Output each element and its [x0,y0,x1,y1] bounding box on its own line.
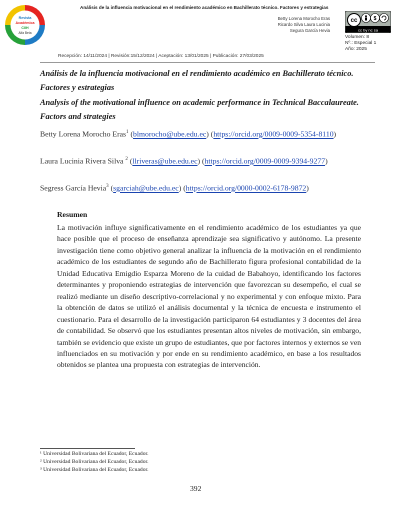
journal-logo [4,4,46,46]
author-email-link[interactable]: blmorocho@ube.edu.ec [133,129,207,139]
author-affiliation-marker: 1 [126,130,129,135]
year: Año: 2025 [345,47,367,53]
author-affiliation-marker: 2 [125,157,128,162]
author-email-link[interactable]: sgarciah@ube.edu.ec [113,183,179,193]
author-entry: Segress García Hevia$^3$ (sgarciah@ube.edu.ec) (https://orcid.org/0000-0002-6178-9872) [40,183,309,193]
author-affiliation-marker: 3 [106,184,109,189]
abstract-heading: Resumen [57,210,88,219]
article-dates: Recepción: 14/11/2024 | Revisión:15/12/2024 | Aceptación: 13/01/2025 | Publicación: 27/03/2025 [58,54,264,59]
footnotes [40,451,148,474]
author-name: Segress García Hevia [40,183,107,193]
author-name: Laura Lucinia Rivera Silva [40,156,124,166]
volume: Volumen: 8 [345,35,370,40]
running-header-title: Análisis de la influencia motivacional en el rendimiento académico en Bachillerato técnico. Factores y estrategias [80,5,329,10]
license-label: cc by nc sa [357,27,379,33]
author-orcid-link[interactable]: https://orcid.org/0009-0009-9394-9277 [204,156,326,166]
author-name: Betty Lorena Morocho Eras [40,129,127,139]
logo-line2: Académica [15,21,35,25]
issue-number: Nº.: Especial 1 [345,41,377,47]
creative-commons-license-icon[interactable] [345,11,391,33]
svg-text:$: $ [373,16,377,22]
volume-info [345,35,395,54]
author-orcid-link[interactable]: https://orcid.org/0000-0002-6178-9872 [185,183,307,193]
header-author: Betty Lorena Morocho Eras [277,16,330,21]
footnote: ² Universidad Bolivariana del Ecuador, Ecuador. [40,458,149,465]
author-entry: Laura Lucinia Rivera Silva $^2$ (llriveras@ube.edu.ec) (https://orcid.org/0009-0009-9394-9277) [40,156,328,166]
page-number: 392 [190,484,202,493]
title-spanish: Análisis de la influencia motivacional en el rendimiento académico en Bachillerato técnico. Factores y estrategias [40,69,354,92]
logo-line3: CIIH [21,26,29,30]
header-divider [40,62,375,63]
logo-line1: Revista [18,16,32,20]
abstract-body: La motivación influye significativamente en el rendimiento académico de los estudiantes ya que hace posible que el proceso de enseñanza aprendizaje sea significativo y autónomo. La presente investigación tiene como objetivo general analizar la influencia de la motivación en el rendimiento académico de los estudiantes de segundo año de Bachillerato figura profesional contabilidad de la Unidad Educativa Emigdio Esparza Moreno de la cuidad de Babahoyo, identificando los factores determinantes y proponiendo estrategias de intervención que favorezcan su desempeño, el cual se realizó mediante un diseño descriptivo-correlacional y no experimental y con enfoque mixto. Para la obtención de datos se utilizó el análisis documental y la técnica de encuesta e instrumento el cuestionario. Para el desarrollo de la investigación participaron 64 estudiantes y 3 docentes del área de contabilidad. Se observó que los estudiantes presentan altos niveles de motivación, sin embargo, también se evidencio que existe un grupo de estudiantes, que por factores internos y externos se ven influenciados en su motivación y por ende en su rendimiento académico, en base a los resultados obtenidos se plantea una propuesta con estrategias de intervención. [57,223,361,370]
author-orcid-link[interactable]: https://orcid.org/0009-0009-5354-8110 [213,129,334,139]
footnote: ³ Universidad Bolivariana del Ecuador, Ecuador. [40,466,149,473]
title-english: Analysis of the motivational influence on academic performance in Technical Baccalaureate. Factors and strategies [40,98,359,121]
author-entry: Betty Lorena Morocho Eras$^1$ (blmorocho@ube.edu.ec) (https://orcid.org/0009-0009-5354-8110) [40,129,337,139]
footnote-divider [40,448,135,449]
header-author: Ricardo Silva Laura Lucinia [277,22,330,28]
running-header-authors [230,16,330,35]
logo-line4: Alfa Beta [18,31,32,35]
header-author: Segura García Hevia [289,28,330,34]
footnote: ¹ Universidad Bolivariana del Ecuador, Ecuador. [40,451,149,457]
author-email-link[interactable]: llriveras@ube.edu.ec [132,156,198,166]
svg-text:cc: cc [350,18,358,24]
